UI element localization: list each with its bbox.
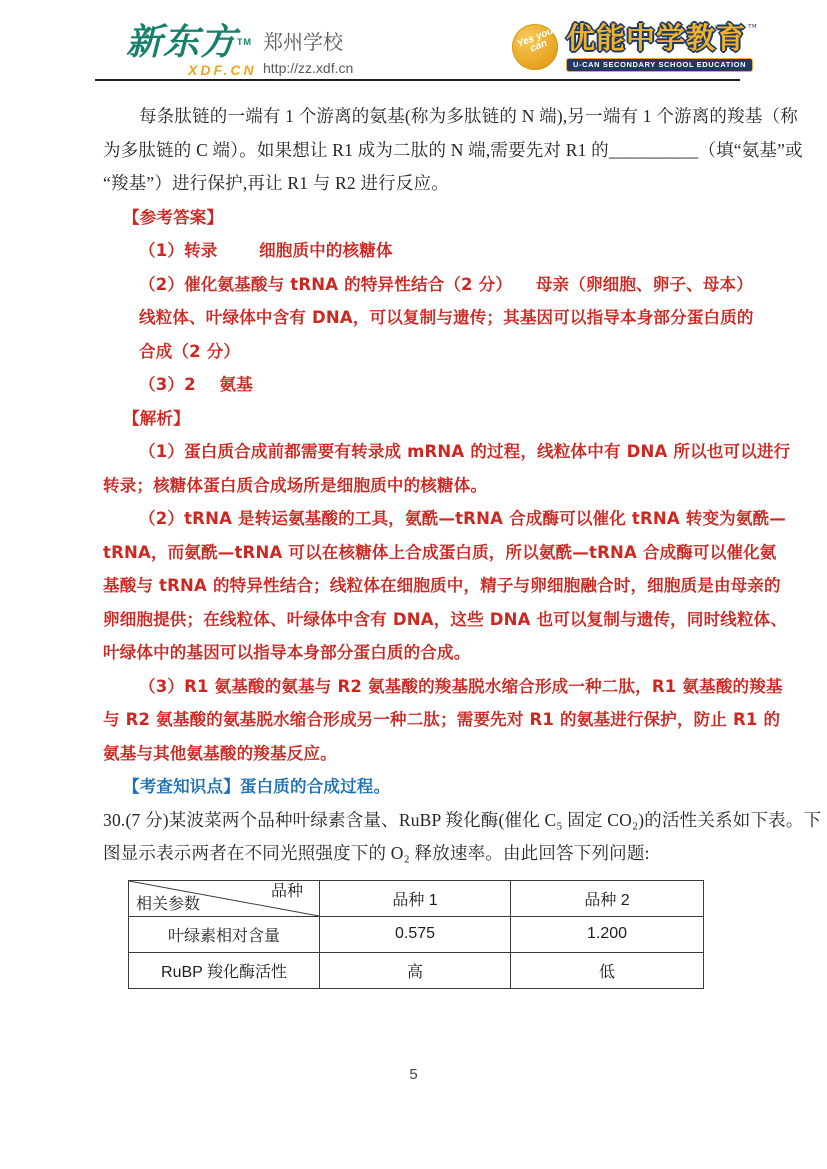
header-divider: [95, 79, 740, 81]
answer-line-4: 合成（2 分）: [139, 341, 241, 361]
table-corner-cell: [129, 880, 320, 916]
row-label-chlorophyll: 叶绿素相对含量: [129, 916, 320, 952]
chlorophyll-variety-2-value: 1.200: [511, 916, 704, 952]
analysis-line-7: 叶绿体中的基因可以指导本身部分蛋白质的合成。: [103, 643, 471, 662]
analysis-line-10: 氨基与其他氨基酸的羧基反应。: [103, 743, 337, 763]
rubp-variety-1-value: 高: [320, 952, 511, 988]
rubp-variety-2-value: 低: [511, 952, 704, 988]
column-header-variety-1: 品种 1: [320, 880, 511, 916]
column-header-variety-2: 品种 2: [511, 880, 704, 916]
answer-section-title: 【参考答案】: [123, 207, 224, 227]
analysis-line-4: tRNA，而氨酰—tRNA 可以在核糖体上合成蛋白质，所以氨酰—tRNA 合成酶可以催化氨: [103, 542, 777, 562]
xdf-trademark: TM: [237, 37, 253, 47]
xdf-logo: [126, 21, 257, 78]
analysis-line-5: 基酸与 tRNA 的特异性结合；线粒体在细胞质中，精子与卵细胞融合时，细胞质是由母亲的: [103, 576, 781, 595]
chlorophyll-variety-1-value: 0.575: [320, 916, 511, 952]
ucan-badge-text: Yes you can: [515, 25, 555, 55]
table-header-row: [129, 880, 704, 916]
knowledge-point-line: 【考查知识点】蛋白质的合成过程。: [123, 777, 391, 796]
school-url: http://zz.xdf.cn: [263, 60, 354, 76]
analysis-line-2: 转录；核糖体蛋白质合成场所是细胞质中的核糖体。: [103, 475, 488, 495]
ucan-title: 优能中学教育: [566, 21, 747, 55]
table-row: [129, 952, 704, 988]
intro-line-1: 每条肽链的一端有 1 个游离的氨基(称为多肽链的 N 端),另一端有 1 个游离的羧基（称: [139, 106, 798, 126]
question-line-1: 30.(7 分)某波菜两个品种叶绿素含量、RuBP 羧化酶(催化 C₅ 固定 CO₂)的活性关系如下表。下: [103, 809, 822, 830]
answer-line-3: 线粒体、叶绿体中含有 DNA，可以复制与遗传；其基因可以指导本身部分蛋白质的: [139, 308, 754, 327]
analysis-line-3: （2）tRNA 是转运氨基酸的工具，氨酰—tRNA 合成酶可以催化 tRNA 转变为氨酰—: [139, 509, 786, 528]
corner-bottom-label: 相关参数: [136, 895, 201, 913]
answer-line-5: （3）2 氨基: [139, 375, 253, 394]
ucan-text-block: [566, 22, 757, 72]
analysis-line-8: （3）R1 氨基酸的氨基与 R2 氨基酸的羧基脱水缩合形成一种二肽，R1 氨基酸的羧基: [139, 676, 783, 696]
analysis-line-9: 与 R2 氨基酸的氨基脱水缩合形成另一种二肽；需要先对 R1 的氨基进行保护，防止 R1 的: [103, 710, 781, 729]
question-line-2: 图显示表示两者在不同光照强度下的 O₂ 释放速率。由此回答下列问题:: [103, 843, 650, 863]
data-table: [128, 880, 704, 989]
page-number: 5: [409, 1066, 418, 1083]
school-info: [263, 32, 353, 76]
ucan-trademark: ™: [748, 22, 757, 32]
corner-top-label: 品种: [270, 882, 303, 900]
analysis-section-title: 【解析】: [123, 408, 190, 428]
ucan-subtitle: U-CAN SECONDARY SCHOOL EDUCATION: [566, 58, 753, 72]
page-header: [0, 0, 827, 100]
intro-line-3: “羧基”）进行保护,再让 R1 与 R2 进行反应。: [103, 173, 449, 193]
school-name: 郑州学校: [263, 32, 343, 54]
ucan-logo: [512, 22, 757, 72]
ucan-badge-icon: [512, 24, 558, 70]
intro-line-2: 为多肽链的 C 端）。如果想让 R1 成为二肽的 N 端,需要先对 R1 的__________（填“氨基”或: [103, 139, 803, 160]
answer-line-2: （2）催化氨基酸与 tRNA 的特异性结合（2 分） 母亲（卵细胞、卵子、母本）: [139, 274, 753, 294]
table-row: [129, 916, 704, 952]
row-label-rubp-activity: RuBP 羧化酶活性: [129, 952, 320, 988]
xdf-domain-text: XDF.CN: [188, 62, 257, 78]
xdf-brand-text: 新东方: [126, 21, 238, 62]
analysis-line-1: （1）蛋白质合成前都需要有转录成 mRNA 的过程，线粒体中有 DNA 所以也可以进行: [139, 442, 791, 461]
answer-line-1: （1）转录 细胞质中的核糖体: [139, 241, 393, 260]
document-body: [103, 100, 822, 989]
analysis-line-6: 卵细胞提供；在线粒体、叶绿体中含有 DNA，这些 DNA 也可以复制与遗传，同时线粒体、: [103, 609, 788, 629]
